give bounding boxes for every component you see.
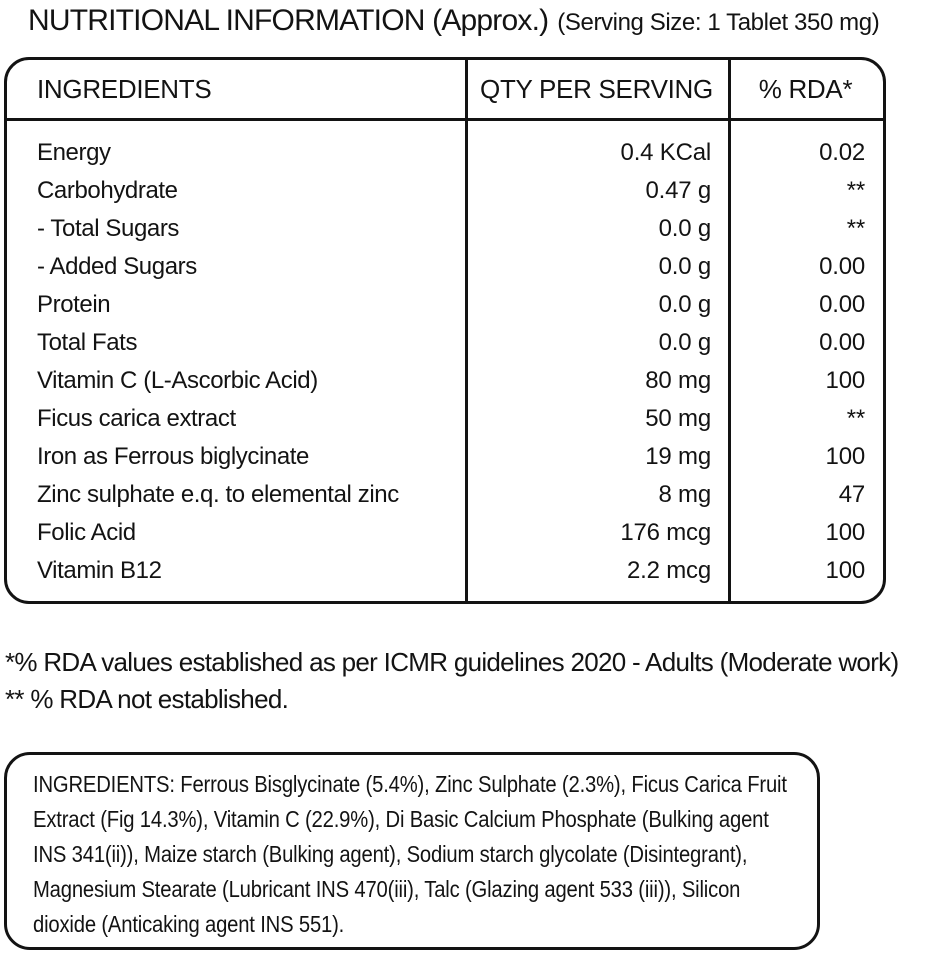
qty-cell: 176 mcg (620, 519, 711, 546)
ingredient-cell: Zinc sulphate e.q. to elemental zinc (37, 481, 399, 508)
qty-cell: 0.47 g (645, 177, 711, 204)
footnote-rda-not-established: ** % RDA not established. (5, 683, 289, 714)
qty-cell: 0.0 g (658, 329, 711, 356)
table-row (7, 172, 883, 210)
qty-cell: 8 mg (658, 481, 711, 508)
rda-cell: ** (846, 405, 865, 432)
ingredient-cell: Total Fats (37, 329, 138, 356)
ingredient-cell: Carbohydrate (37, 177, 178, 204)
ingredient-cell: - Added Sugars (37, 253, 197, 280)
qty-cell: 0.4 KCal (620, 139, 711, 166)
qty-cell: 0.0 g (658, 215, 711, 242)
ingredient-cell: Iron as Ferrous biglycinate (37, 443, 309, 470)
page-title (28, 0, 879, 42)
table-body (7, 121, 883, 601)
ingredient-cell: Energy (37, 139, 111, 166)
table-row (7, 400, 883, 438)
ingredients-box (4, 752, 820, 950)
table-row (7, 476, 883, 514)
footnote-rda-established: *% RDA values established as per ICMR guidelines 2020 - Adults (Moderate work) (5, 647, 899, 677)
rda-cell: ** (846, 215, 865, 242)
ingredient-cell: Folic Acid (37, 519, 136, 546)
table-row (7, 134, 883, 172)
table-row (7, 248, 883, 286)
rda-cell: 100 (825, 557, 865, 584)
ingredient-cell: Protein (37, 291, 111, 318)
rda-cell: 0.00 (819, 291, 865, 318)
ingredients-text: INGREDIENTS: Ferrous Bisglycinate (5.4%), Zinc Sulphate (2.3%), Ficus Carica Fruit Extract (Fig 14.3%), Vitamin C (22.9%), Di Basic Calcium Phosphate (Bulking agent INS 341(ii)), Maize starch (Bulking agent), Sodium starch glycolate (Disintegrant), Magnesium Stearate (Lubricant INS 470(iii), Talc (Glazing agent 533 (iii)), Silicon dioxide (Anticaking agent INS 551). (33, 771, 787, 937)
table-row (7, 438, 883, 476)
title-main: NUTRITIONAL INFORMATION (Approx.) (28, 4, 549, 37)
table-row (7, 324, 883, 362)
rda-cell: 0.00 (819, 253, 865, 280)
rda-cell: 100 (825, 443, 865, 470)
table-row (7, 362, 883, 400)
title-serving-size: (Serving Size: 1 Tablet 350 mg) (557, 9, 880, 36)
table-row (7, 514, 883, 552)
rda-cell: 100 (825, 519, 865, 546)
nutrition-table (4, 57, 886, 604)
ingredient-cell: Vitamin B12 (37, 557, 162, 584)
qty-cell: 0.0 g (658, 291, 711, 318)
qty-cell: 50 mg (645, 405, 711, 432)
rda-cell: ** (846, 177, 865, 204)
rda-cell: 0.02 (819, 139, 865, 166)
rda-cell: 47 (838, 481, 865, 508)
rda-cell: 0.00 (819, 329, 865, 356)
rda-cell: 100 (825, 367, 865, 394)
qty-cell: 0.0 g (658, 253, 711, 280)
qty-cell: 80 mg (645, 367, 711, 394)
ingredient-cell: Ficus carica extract (37, 405, 236, 432)
header-rda: % RDA* (758, 73, 853, 104)
table-row (7, 552, 883, 590)
header-qty-per-serving: QTY PER SERVING (480, 73, 713, 104)
qty-cell: 19 mg (645, 443, 711, 470)
table-row (7, 286, 883, 324)
footnotes (5, 644, 898, 717)
header-ingredients: INGREDIENTS (37, 73, 212, 104)
ingredient-cell: - Total Sugars (37, 215, 180, 242)
table-row (7, 210, 883, 248)
ingredient-cell: Vitamin C (L-Ascorbic Acid) (37, 367, 318, 394)
table-header-row (7, 60, 883, 118)
qty-cell: 2.2 mcg (627, 557, 711, 584)
